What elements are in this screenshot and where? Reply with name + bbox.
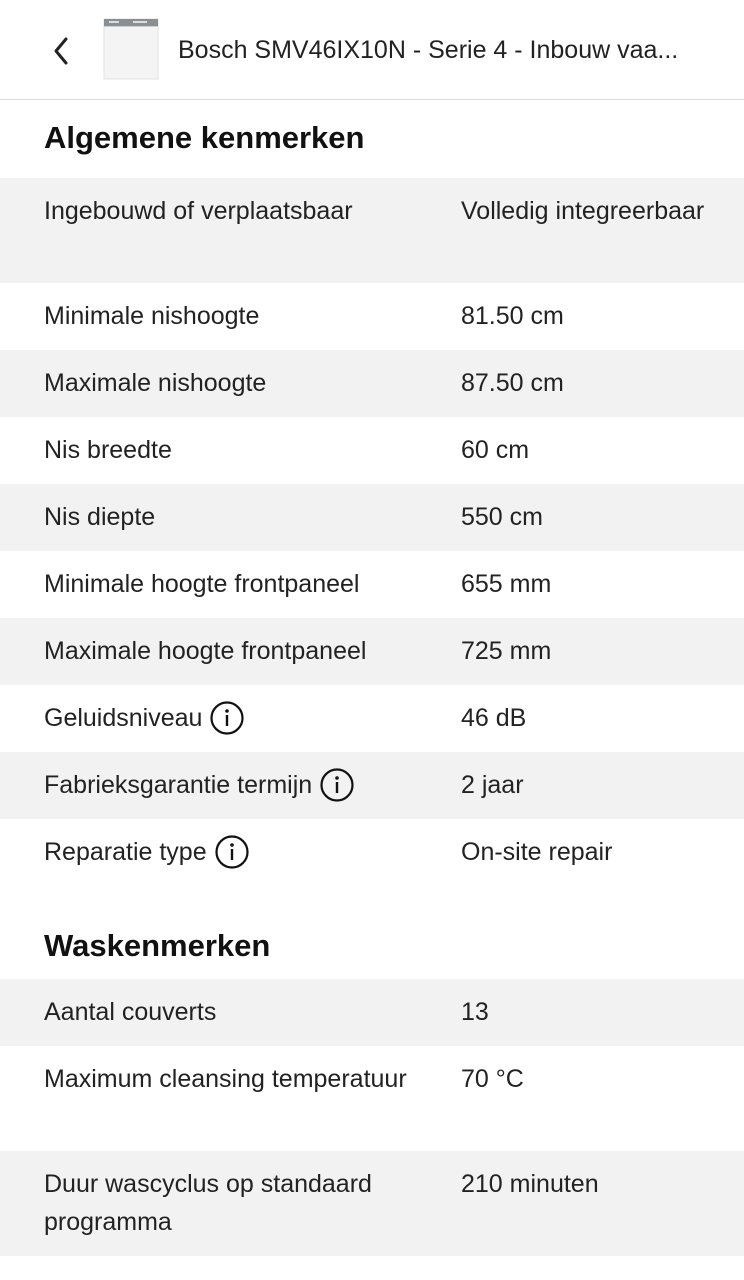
spec-label: Aantal couverts	[44, 998, 217, 1026]
spec-row	[0, 1046, 744, 1151]
spec-row	[0, 819, 744, 886]
spec-row	[0, 551, 744, 618]
spec-row	[0, 417, 744, 484]
spec-row	[0, 685, 744, 752]
section-washing	[0, 886, 744, 1256]
top-bar	[0, 0, 744, 100]
spec-label: Ingebouwd of verplaatsbaar	[44, 197, 353, 225]
spec-label: Maximale nishoogte	[44, 369, 267, 397]
section-title: Algemene kenmerken	[44, 120, 365, 155]
spec-value: Volledig integreerbaar	[461, 197, 705, 225]
chevron-left-icon	[51, 36, 71, 66]
spec-row	[0, 979, 744, 1046]
spec-row	[0, 1151, 744, 1256]
spec-value: 87.50 cm	[461, 369, 564, 397]
spec-label: Duur wascyclus op standaard programma	[44, 1170, 372, 1236]
spec-value: 210 minuten	[461, 1170, 599, 1198]
spec-value: 46 dB	[461, 704, 527, 732]
spec-value: 2 jaar	[461, 771, 524, 799]
spec-row	[0, 484, 744, 551]
spec-value: 70 °C	[461, 1065, 524, 1093]
section-title: Waskenmerken	[44, 928, 271, 963]
spec-label: Geluidsniveau	[44, 704, 203, 732]
spec-label: Fabrieksgarantie termijn	[44, 771, 313, 799]
spec-row	[0, 618, 744, 685]
product-thumbnail[interactable]	[103, 18, 159, 80]
spec-row	[0, 178, 744, 283]
spec-value: On-site repair	[461, 838, 613, 866]
info-icon[interactable]	[210, 701, 244, 735]
spec-label: Maximum cleansing temperatuur	[44, 1065, 407, 1093]
spec-label: Nis breedte	[44, 436, 172, 464]
section-general	[0, 100, 744, 886]
spec-label: Maximale hoogte frontpaneel	[44, 637, 367, 665]
spec-label: Minimale nishoogte	[44, 302, 260, 330]
spec-row	[0, 752, 744, 819]
back-button[interactable]	[44, 34, 78, 68]
info-icon[interactable]	[215, 835, 249, 869]
spec-value: 550 cm	[461, 503, 543, 531]
product-title: Bosch SMV46IX10N - Serie 4 - Inbouw vaa...	[178, 36, 679, 64]
spec-row	[0, 350, 744, 417]
spec-row	[0, 283, 744, 350]
spec-value: 81.50 cm	[461, 302, 564, 330]
spec-label: Minimale hoogte frontpaneel	[44, 570, 360, 598]
info-icon[interactable]	[320, 768, 354, 802]
spec-value: 655 mm	[461, 570, 552, 598]
spec-value: 725 mm	[461, 637, 552, 665]
spec-value: 60 cm	[461, 436, 530, 464]
spec-label: Reparatie type	[44, 838, 207, 866]
spec-label: Nis diepte	[44, 503, 156, 531]
spec-value: 13	[461, 998, 489, 1026]
